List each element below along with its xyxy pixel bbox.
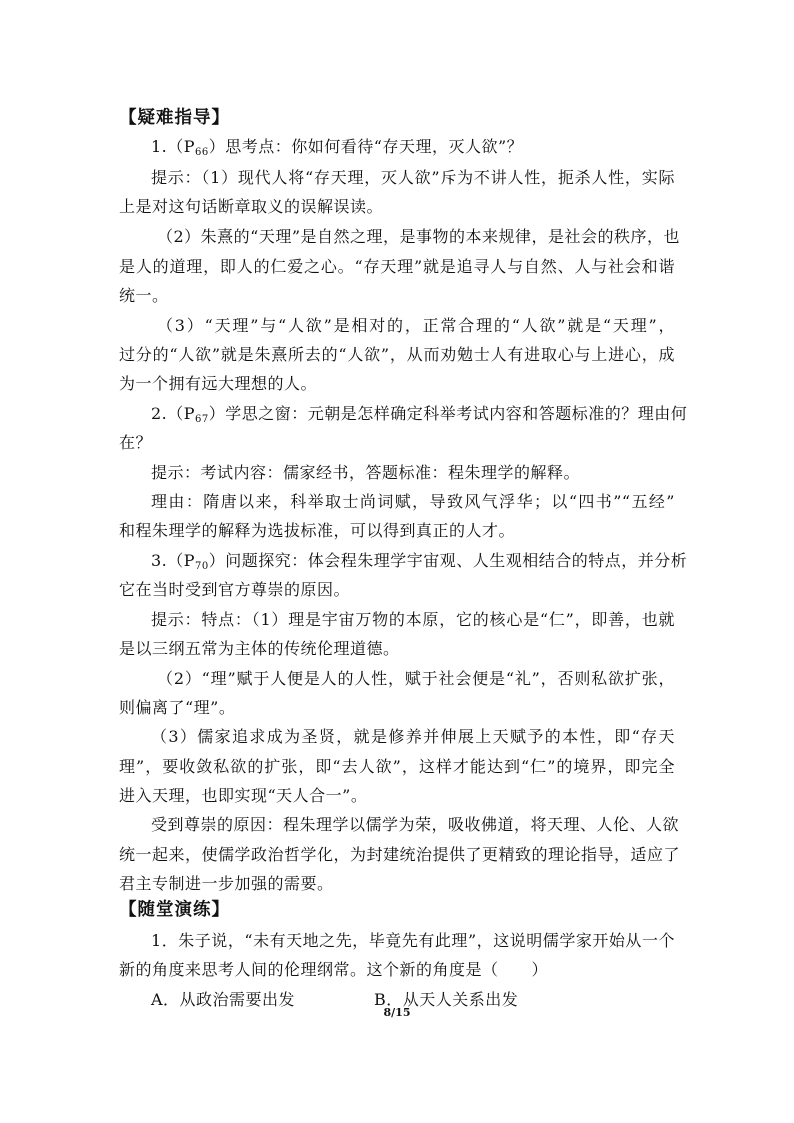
question-2: 在？	[119, 433, 153, 452]
q3-point-3: 理”，要收敛私欲的扩张，即“去人欲”，这样才能达到“仁”的境界，即完全	[119, 757, 675, 776]
q1-hint-line: 提示：（1）现代人将“存天理，灭人欲”斥为不讲人性，扼杀人性，实际	[151, 168, 675, 187]
page-ref: 67	[195, 414, 209, 425]
page-ref: 70	[195, 561, 209, 572]
q3-hint: 是以三纲五常为主体的传统伦理道德。	[119, 639, 400, 658]
question-3: 它在当时受到官方尊崇的原因。	[119, 580, 351, 599]
question-1: $1.(P_{66})$思考点：你如何看待“存天理，灭人欲”？	[151, 137, 524, 158]
q2-reason: 和程朱理学的解释为选拔标准，可以得到真正的人才。	[119, 521, 516, 540]
question-3: $3.(P_{70})$问题探究：体会程朱理学宇宙观、人生观相结合的特点，并分析	[151, 551, 688, 572]
q1-point-3: 为一个拥有远大理想的人。	[119, 374, 318, 393]
q1-point-2: 是人的道理，即人的仁爱之心。“存天理”就是追寻人与自然、人与社会和谐	[119, 257, 675, 276]
option-a: A．从政治需要出发	[151, 990, 296, 1009]
option-b: B．从天人关系出发	[374, 990, 519, 1009]
section-title-practice: 【随堂演练】	[119, 900, 230, 920]
q3-cause: 受到尊崇的原因：程朱理学以儒学为荣，吸收佛道，将天理、人伦、人欲	[151, 815, 680, 834]
question-2: $2.(P_{67})$学思之窗：元朝是怎样确定科举考试内容和答题标准的？理由何	[151, 404, 688, 425]
q3-cause: 君主专制进一步加强的需要。	[119, 874, 334, 893]
q2-hint: 提示：考试内容：儒家经书，答题标准：程朱理学的解释。	[151, 463, 581, 482]
q1-point-2: （2）朱熹的“天理”是自然之理，是事物的本来规律，是社会的秩序，也	[157, 227, 681, 246]
q1-point-2: 统一。	[119, 286, 169, 305]
page-ref: 66	[195, 147, 209, 158]
q3-point-3: （3）儒家追求成为圣贤，就是修养并伸展上天赋予的本性，即“存天	[151, 727, 675, 746]
section-title-guidance: 【疑难指导】	[119, 108, 230, 128]
exercise-1-stem: 新的角度来思考人间的伦理纲常。这个新的角度是（ ）	[119, 960, 549, 979]
q3-hint: 提示：特点：（1）理是宇宙万物的本原，它的核心是“仁”，即善，也就	[151, 610, 675, 629]
q1-hint-line: 上是对这句话断章取义的误解误读。	[119, 197, 384, 216]
q2-reason: 理由：隋唐以来，科举取士尚词赋，导致风气浮华；以“四书”“五经”	[151, 492, 675, 511]
q1-point-3: 过分的“人欲”就是朱熹所去的“人欲”，从而劝勉士人有进取心与上进心，成	[119, 345, 675, 364]
q1-point-3: （3）“天理”与“人欲”是相对的，正常合理的“人欲”就是“天理”，	[157, 316, 675, 335]
q3-point-2: 则偏离了“理”。	[119, 698, 236, 717]
q3-point-2: （2）“理”赋于人便是人的人性，赋于社会便是“礼”，否则私欲扩张，	[157, 669, 675, 688]
page-number: 8/15	[383, 1006, 411, 1019]
q3-cause: 统一起来，使儒学政治哲学化，为封建统治提供了更精致的理论指导，适应了	[119, 845, 681, 864]
q3-point-3: 进入天理，也即实现“天人合一”。	[119, 786, 368, 805]
exercise-1-stem: 1．朱子说，“未有天地之先，毕竟先有此理”，这说明儒学家开始从一个	[151, 931, 675, 950]
